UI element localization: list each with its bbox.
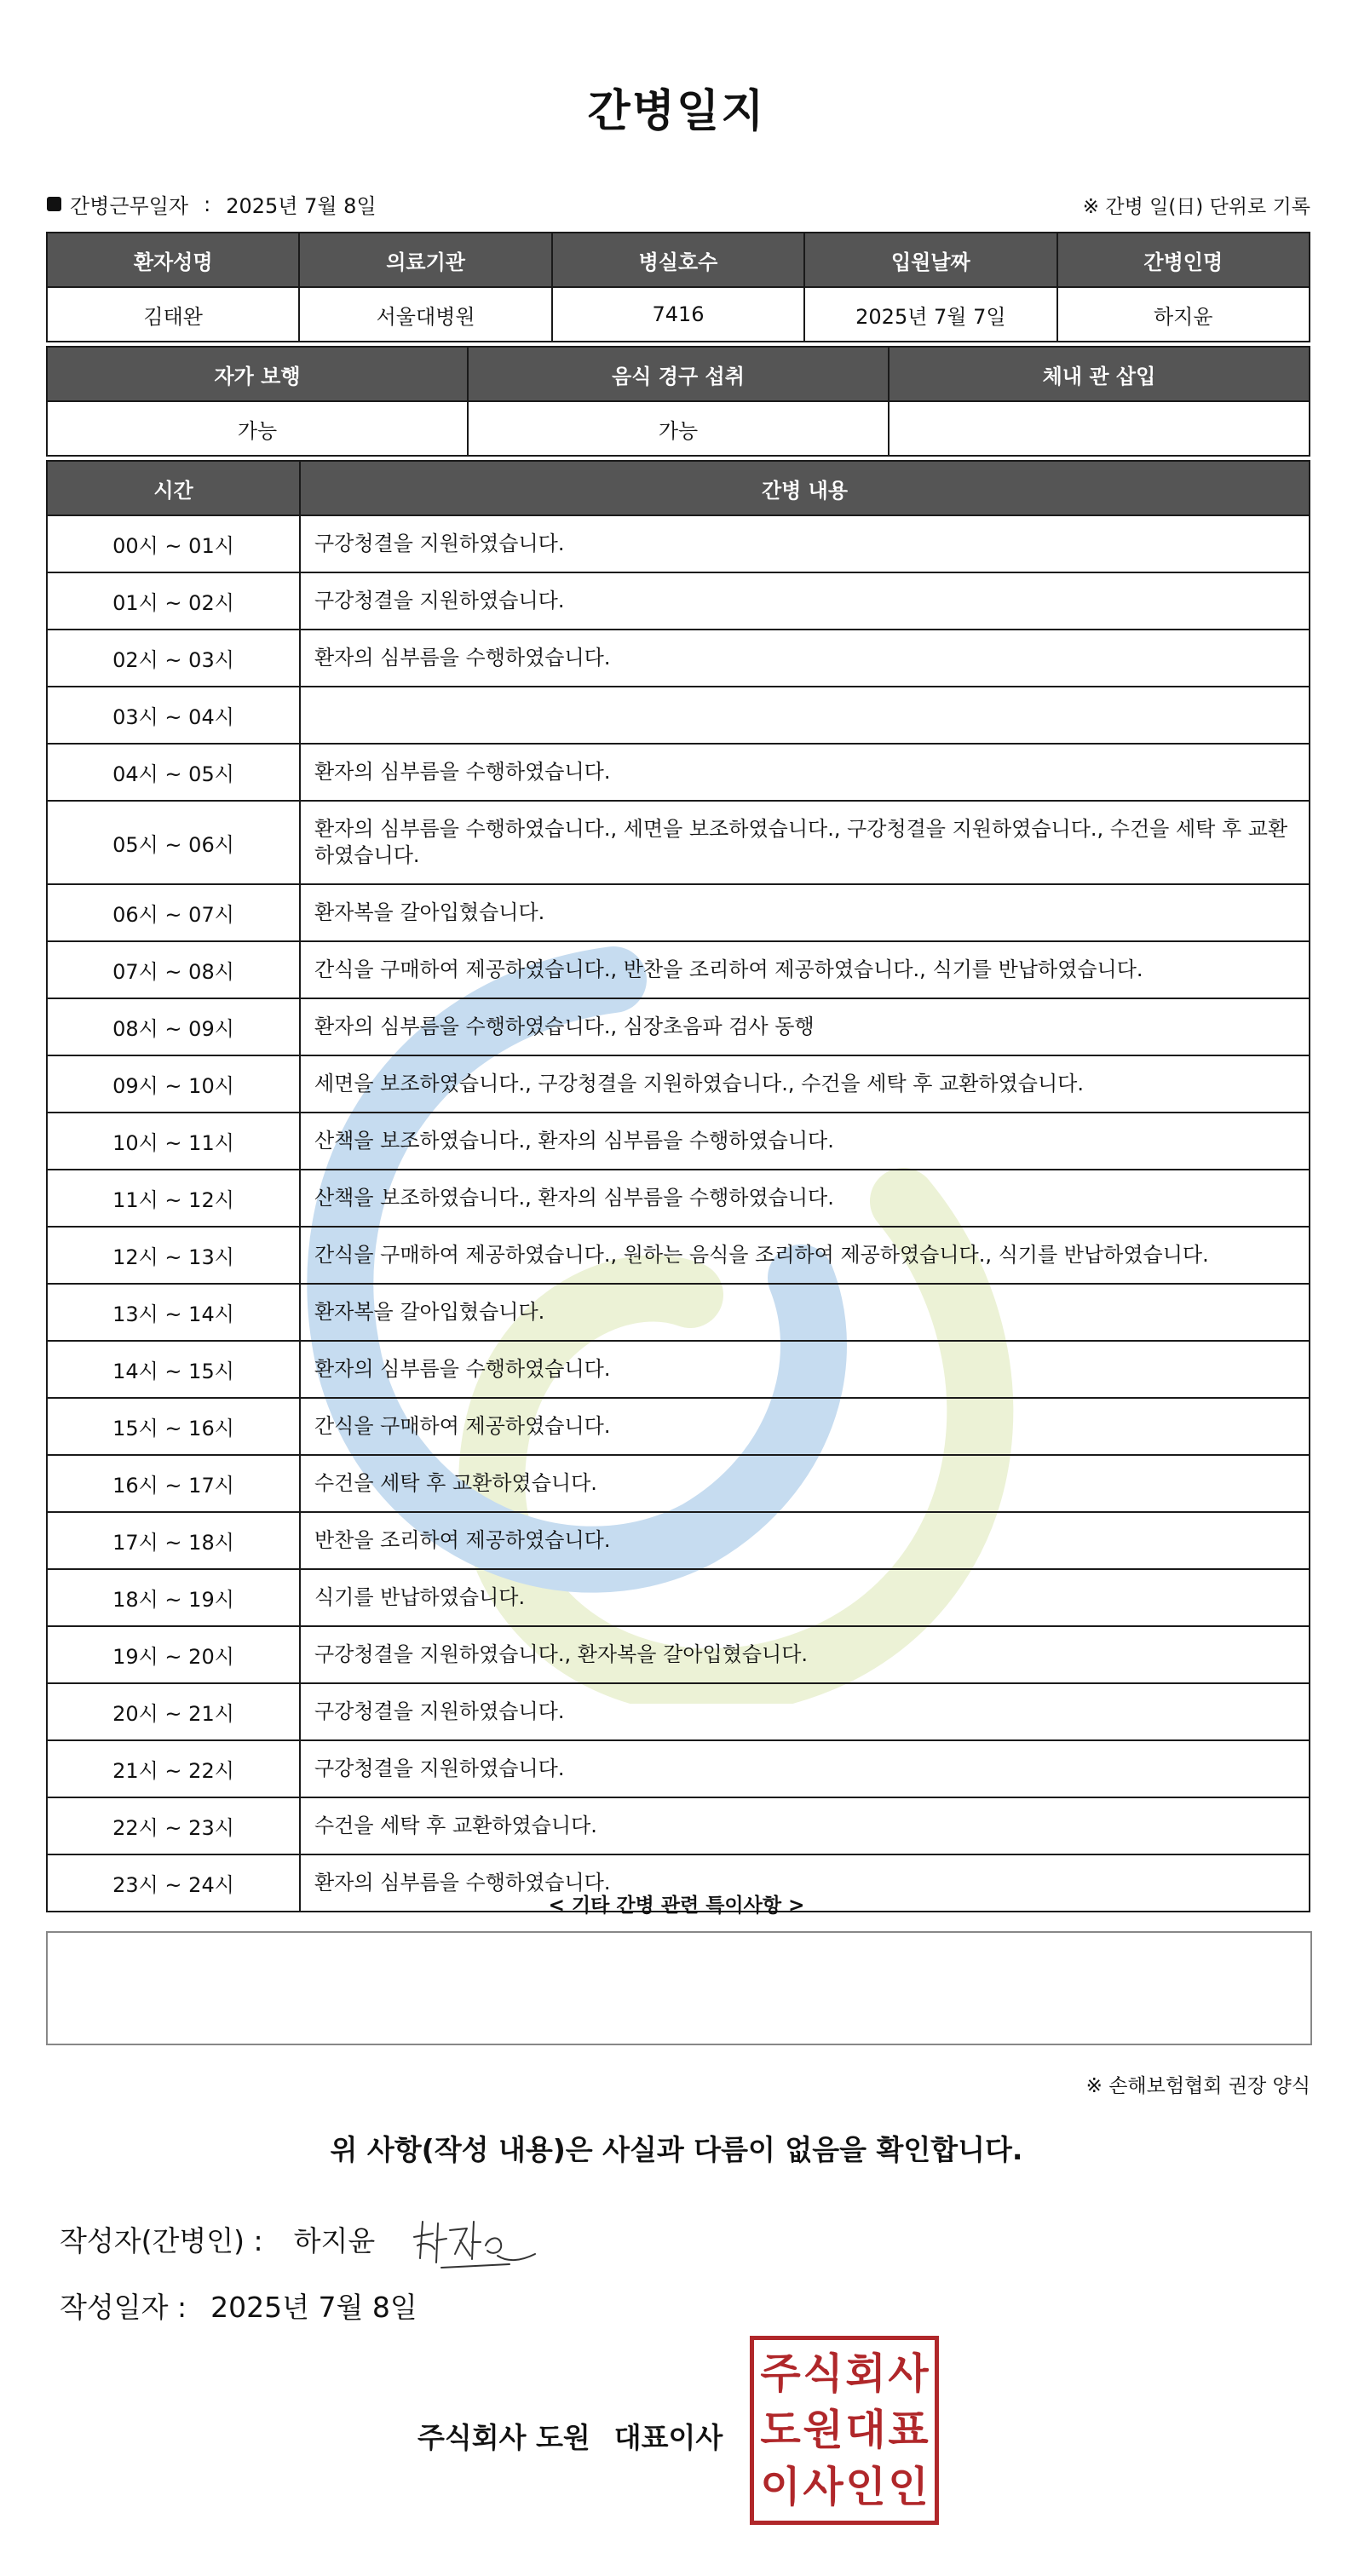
record-unit-note: ※ 간병 일(日) 단위로 기록 (1082, 196, 1310, 218)
table-row (47, 1284, 1310, 1341)
header-care-content: 간병 내용 (300, 461, 1310, 515)
recommend-note: ※ 손해보험협회 권장 양식 (1085, 2075, 1310, 2097)
table-row (47, 1797, 1310, 1854)
header-tube-insertion: 체내 관 삽입 (889, 347, 1310, 401)
content-cell (300, 687, 1310, 744)
table-row (47, 572, 1310, 630)
care-log-header-row (47, 461, 1310, 515)
content-cell: 환자복을 갈아입혔습니다. (300, 884, 1310, 941)
header-time: 시간 (47, 461, 300, 515)
work-date-separator: : (204, 192, 211, 216)
header-oral-intake: 음식 경구 섭취 (468, 347, 889, 401)
patient-name: 김태완 (47, 287, 299, 342)
writer-line (60, 2219, 375, 2259)
table-row (47, 998, 1310, 1055)
seal-glyph: 사 (888, 2349, 929, 2398)
content-cell: 구강청결을 지원하였습니다., 환자복을 갈아입혔습니다. (300, 1626, 1310, 1683)
table-row (47, 1569, 1310, 1626)
seal-glyph: 사 (803, 2463, 843, 2512)
table-row (47, 1341, 1310, 1398)
content-cell: 환자의 심부름을 수행하였습니다., 심장초음파 검사 동행 (300, 998, 1310, 1055)
notes-box (46, 1931, 1312, 2045)
content-cell: 환자복을 갈아입혔습니다. (300, 1284, 1310, 1341)
content-cell: 반찬을 조리하여 제공하였습니다. (300, 1512, 1310, 1569)
time-cell: 10시 ~ 11시 (47, 1113, 300, 1170)
header-patient-name: 환자성명 (47, 233, 299, 287)
time-cell: 02시 ~ 03시 (47, 630, 300, 687)
company-seal-stamp (750, 2336, 939, 2525)
seal-glyph: 주 (760, 2349, 801, 2398)
admission-date: 2025년 7월 7일 (804, 287, 1056, 342)
content-cell: 환자의 심부름을 수행하였습니다. (300, 630, 1310, 687)
time-cell: 14시 ~ 15시 (47, 1341, 300, 1398)
tube-insertion-value (889, 401, 1310, 456)
table-row (47, 1512, 1310, 1569)
content-cell: 산책을 보조하였습니다., 환자의 심부름을 수행하였습니다. (300, 1170, 1310, 1227)
time-cell: 06시 ~ 07시 (47, 884, 300, 941)
time-cell: 15시 ~ 16시 (47, 1398, 300, 1455)
time-cell: 20시 ~ 21시 (47, 1683, 300, 1740)
patient-info-table (46, 232, 1310, 342)
table-row (47, 1398, 1310, 1455)
seal-glyph: 인 (888, 2463, 929, 2512)
time-cell: 19시 ~ 20시 (47, 1626, 300, 1683)
hospital: 서울대병원 (299, 287, 551, 342)
time-cell: 13시 ~ 14시 (47, 1284, 300, 1341)
notes-title: < 기타 간병 관련 특이사항 > (548, 1895, 805, 1917)
seal-glyph: 인 (845, 2463, 886, 2512)
header-caregiver-name: 간병인명 (1057, 233, 1310, 287)
self-walking-value: 가능 (47, 401, 468, 456)
signature-image (407, 2211, 544, 2275)
content-cell: 간식을 구매하여 제공하였습니다. (300, 1398, 1310, 1455)
writer-name: 하지윤 (293, 2224, 376, 2257)
table-row (47, 744, 1310, 801)
time-cell: 07시 ~ 08시 (47, 941, 300, 998)
table-row (47, 1170, 1310, 1227)
table-row (47, 687, 1310, 744)
table-row (47, 515, 1310, 572)
time-cell: 01시 ~ 02시 (47, 572, 300, 630)
table-row (47, 1227, 1310, 1284)
table-row (47, 941, 1310, 998)
seal-glyph: 원 (803, 2406, 843, 2455)
table-row (47, 1113, 1310, 1170)
patient-status-table (46, 346, 1310, 457)
company-line (417, 2416, 723, 2456)
time-cell: 08시 ~ 09시 (47, 998, 300, 1055)
content-cell: 식기를 반납하였습니다. (300, 1569, 1310, 1626)
table-row (47, 1626, 1310, 1683)
room-number: 7416 (552, 287, 804, 342)
care-log-table (46, 460, 1310, 1912)
seal-glyph: 도 (760, 2406, 801, 2455)
table-row (47, 1740, 1310, 1797)
table-row (47, 1455, 1310, 1512)
content-cell: 간식을 구매하여 제공하였습니다., 원하는 음식을 조리하여 제공하였습니다., 식기를 반납하였습니다. (300, 1227, 1310, 1284)
table-row (47, 1055, 1310, 1113)
header-self-walking: 자가 보행 (47, 347, 468, 401)
time-cell: 09시 ~ 10시 (47, 1055, 300, 1113)
time-cell: 00시 ~ 01시 (47, 515, 300, 572)
work-date-value: 2025년 7월 8일 (226, 194, 377, 218)
table-row (47, 1683, 1310, 1740)
header-hospital: 의료기관 (299, 233, 551, 287)
content-cell: 수건을 세탁 후 교환하였습니다. (300, 1797, 1310, 1854)
time-cell: 23시 ~ 24시 (47, 1854, 300, 1912)
content-cell: 간식을 구매하여 제공하였습니다., 반찬을 조리하여 제공하였습니다., 식기를 반납하였습니다. (300, 941, 1310, 998)
seal-glyph: 대 (845, 2406, 886, 2455)
time-cell: 22시 ~ 23시 (47, 1797, 300, 1854)
company-name: 주식회사 도원 (417, 2421, 590, 2454)
table-row (47, 884, 1310, 941)
content-cell: 환자의 심부름을 수행하였습니다., 세면을 보조하였습니다., 구강청결을 지원하였습니다., 수건을 세탁 후 교환하였습니다. (300, 801, 1310, 884)
time-cell: 04시 ~ 05시 (47, 744, 300, 801)
seal-glyph: 이 (760, 2463, 801, 2512)
time-cell: 12시 ~ 13시 (47, 1227, 300, 1284)
time-cell: 18시 ~ 19시 (47, 1569, 300, 1626)
content-cell: 수건을 세탁 후 교환하였습니다. (300, 1455, 1310, 1512)
time-cell: 11시 ~ 12시 (47, 1170, 300, 1227)
seal-glyph: 회 (845, 2349, 886, 2398)
time-cell: 17시 ~ 18시 (47, 1512, 300, 1569)
time-cell: 03시 ~ 04시 (47, 687, 300, 744)
work-date-label: 간병근무일자 (70, 194, 189, 218)
company-title: 대표이사 (613, 2421, 723, 2454)
oral-intake-value: 가능 (468, 401, 889, 456)
content-cell: 환자의 심부름을 수행하였습니다. (300, 1854, 1310, 1912)
content-cell: 구강청결을 지원하였습니다. (300, 1683, 1310, 1740)
caregiver-name: 하지윤 (1057, 287, 1310, 342)
writer-label: 작성자(간병인) : (60, 2224, 263, 2257)
bullet-square-icon (47, 197, 61, 211)
header-room-number: 병실호수 (552, 233, 804, 287)
header-admission-date: 입원날짜 (804, 233, 1056, 287)
patient-info-value-row (47, 287, 1310, 342)
patient-info-header-row (47, 233, 1310, 287)
content-cell: 구강청결을 지원하였습니다. (300, 515, 1310, 572)
time-cell: 21시 ~ 22시 (47, 1740, 300, 1797)
time-cell: 05시 ~ 06시 (47, 801, 300, 884)
time-cell: 16시 ~ 17시 (47, 1455, 300, 1512)
written-date-label: 작성일자 : (60, 2291, 187, 2324)
page-title: 간병일지 (587, 86, 766, 137)
table-row (47, 801, 1310, 884)
table-row (47, 630, 1310, 687)
work-date (47, 189, 377, 219)
written-date-line (60, 2286, 417, 2326)
content-cell: 구강청결을 지원하였습니다. (300, 1740, 1310, 1797)
written-date-value: 2025년 7월 8일 (210, 2291, 417, 2324)
content-cell: 환자의 심부름을 수행하였습니다. (300, 1341, 1310, 1398)
patient-status-value-row (47, 401, 1310, 456)
seal-glyph: 식 (803, 2349, 843, 2398)
seal-glyph: 표 (888, 2406, 929, 2455)
content-cell: 세면을 보조하였습니다., 구강청결을 지원하였습니다., 수건을 세탁 후 교환하였습니다. (300, 1055, 1310, 1113)
content-cell: 산책을 보조하였습니다., 환자의 심부름을 수행하였습니다. (300, 1113, 1310, 1170)
content-cell: 환자의 심부름을 수행하였습니다. (300, 744, 1310, 801)
confirm-statement: 위 사항(작성 내용)은 사실과 다름이 없음을 확인합니다. (330, 2133, 1023, 2166)
content-cell: 구강청결을 지원하였습니다. (300, 572, 1310, 630)
patient-status-header-row (47, 347, 1310, 401)
